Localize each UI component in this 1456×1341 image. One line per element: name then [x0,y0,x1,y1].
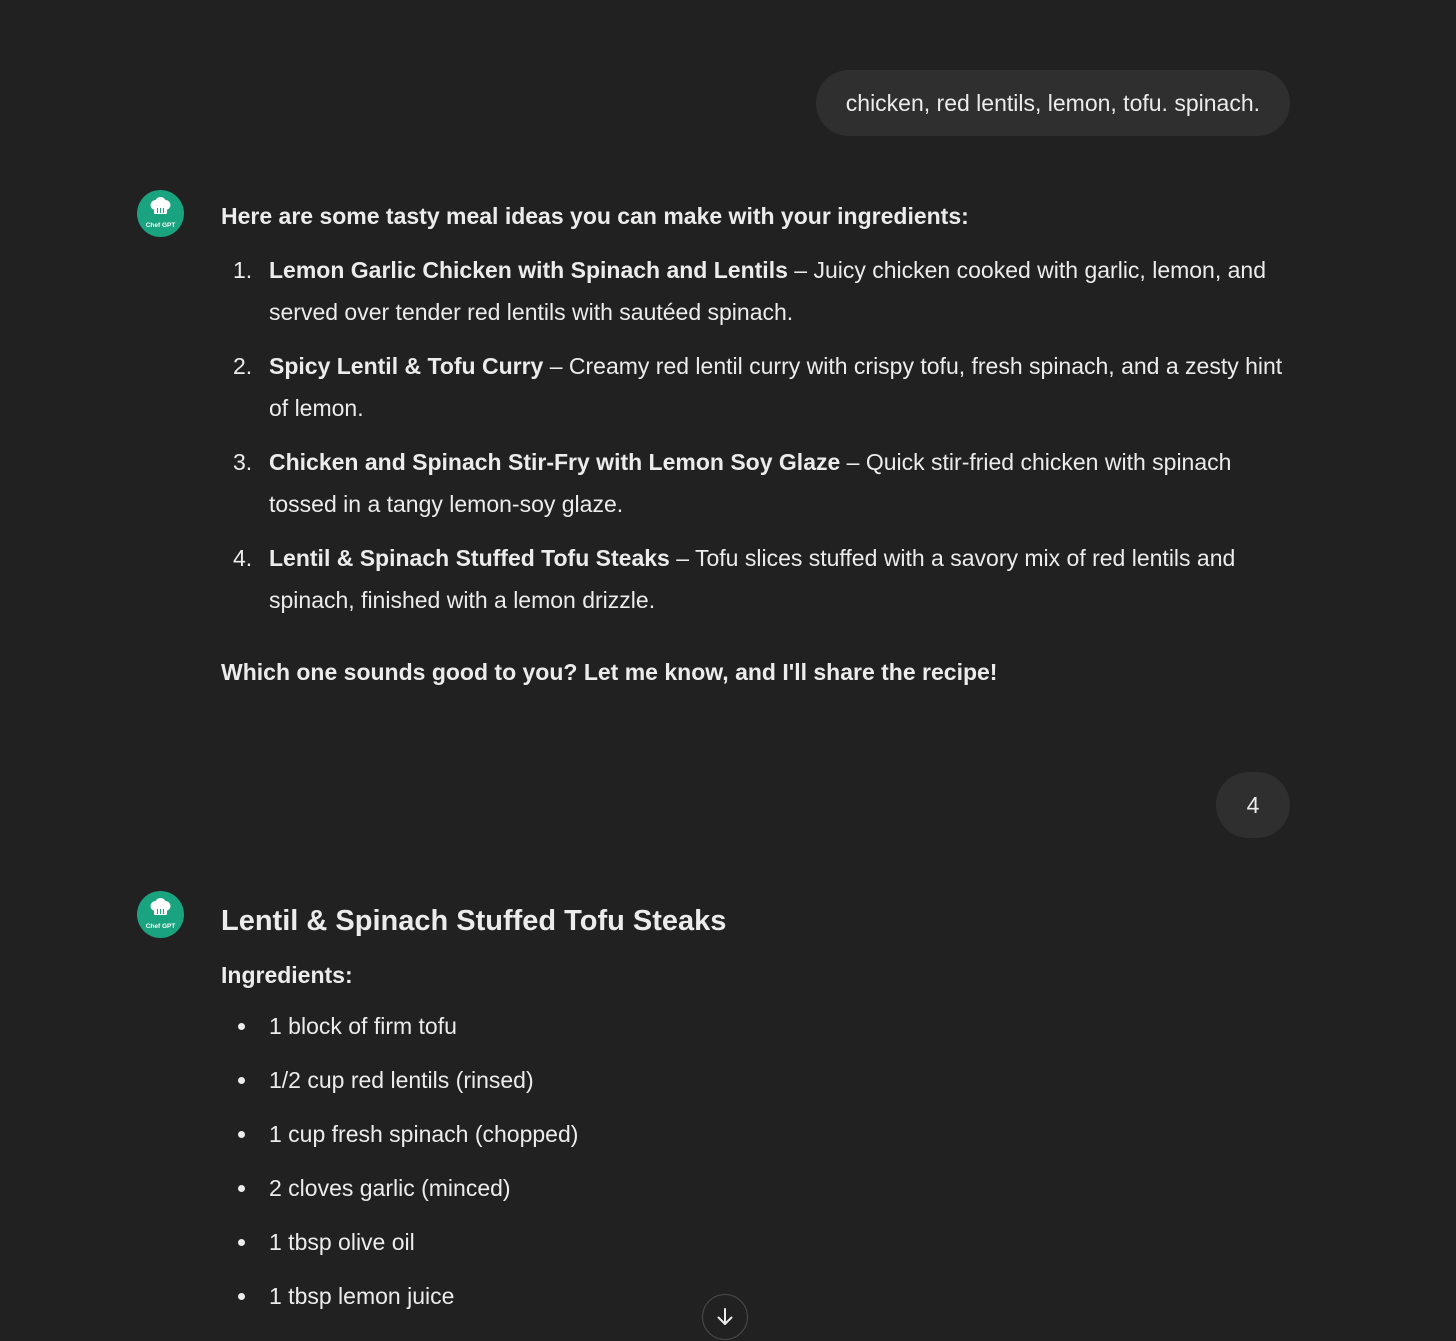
bullet-icon [238,1023,245,1030]
assistant-message [221,195,1296,693]
recipe-title: Lentil & Spinach Stuffed Tofu Steaks [221,905,727,937]
list-item [221,1107,1296,1161]
chef-hat-icon [137,891,184,938]
ingredient-text: 1 cup fresh spinach (chopped) [269,1121,579,1147]
ingredient-text: 1 tbsp lemon juice [269,1283,455,1309]
list-number: 1. [233,257,253,283]
user-message-bubble: chicken, red lentils, lemon, tofu. spinach. [816,70,1290,136]
bullet-icon [238,1185,245,1192]
user-message-bubble: 4 [1216,772,1290,838]
list-item [221,999,1296,1053]
idea-title: Chicken and Spinach Stir-Fry with Lemon Soy Glaze [269,449,841,475]
scroll-to-bottom-button[interactable] [702,1294,748,1340]
list-item [221,1215,1296,1269]
assistant-outro: Which one sounds good to you? Let me know, and I'll share the recipe! [221,659,998,685]
avatar-label: Chef GPT [145,222,176,229]
ingredients-list [221,999,1296,1323]
idea-title: Lentil & Spinach Stuffed Tofu Steaks [269,545,670,571]
chef-hat-icon [137,190,184,237]
avatar-label: Chef GPT [145,923,176,930]
chef-gpt-avatar [137,891,184,938]
assistant-message [221,895,1296,1323]
ingredients-heading: Ingredients: [221,962,353,988]
idea-title: Lemon Garlic Chicken with Spinach and Lentils [269,257,788,283]
list-item [221,441,1296,525]
list-number: 2. [233,353,253,379]
chef-gpt-avatar [137,190,184,237]
idea-description: – Juicy chicken cooked with garlic, lemon, and served over tender red lentils with sautéed spinach. [269,257,1267,325]
list-item [221,249,1296,333]
ingredient-text: 1 block of firm tofu [269,1013,457,1039]
ingredient-text: 1 tbsp olive oil [269,1229,415,1255]
list-item [221,1269,1296,1323]
idea-description: – Creamy red lentil curry with crispy tofu, fresh spinach, and a zesty hint of lemon. [269,353,1283,421]
list-number: 4. [233,545,253,571]
list-item [221,345,1296,429]
ingredient-text: 1/2 cup red lentils (rinsed) [269,1067,534,1093]
idea-description: – Quick stir-fried chicken with spinach tossed in a tangy lemon-soy glaze. [269,449,1232,517]
list-number: 3. [233,449,253,475]
idea-description: – Tofu slices stuffed with a savory mix of red lentils and spinach, finished with a lemon drizzle. [269,545,1236,613]
bullet-icon [238,1239,245,1246]
list-item [221,1161,1296,1215]
assistant-intro: Here are some tasty meal ideas you can make with your ingredients: [221,203,969,229]
idea-title: Spicy Lentil & Tofu Curry [269,353,544,379]
bullet-icon [238,1293,245,1300]
bullet-icon [238,1077,245,1084]
meal-ideas-list [221,249,1296,621]
ingredient-text: 2 cloves garlic (minced) [269,1175,511,1201]
list-item [221,537,1296,621]
bullet-icon [238,1131,245,1138]
arrow-down-icon [714,1306,736,1328]
list-item [221,1053,1296,1107]
